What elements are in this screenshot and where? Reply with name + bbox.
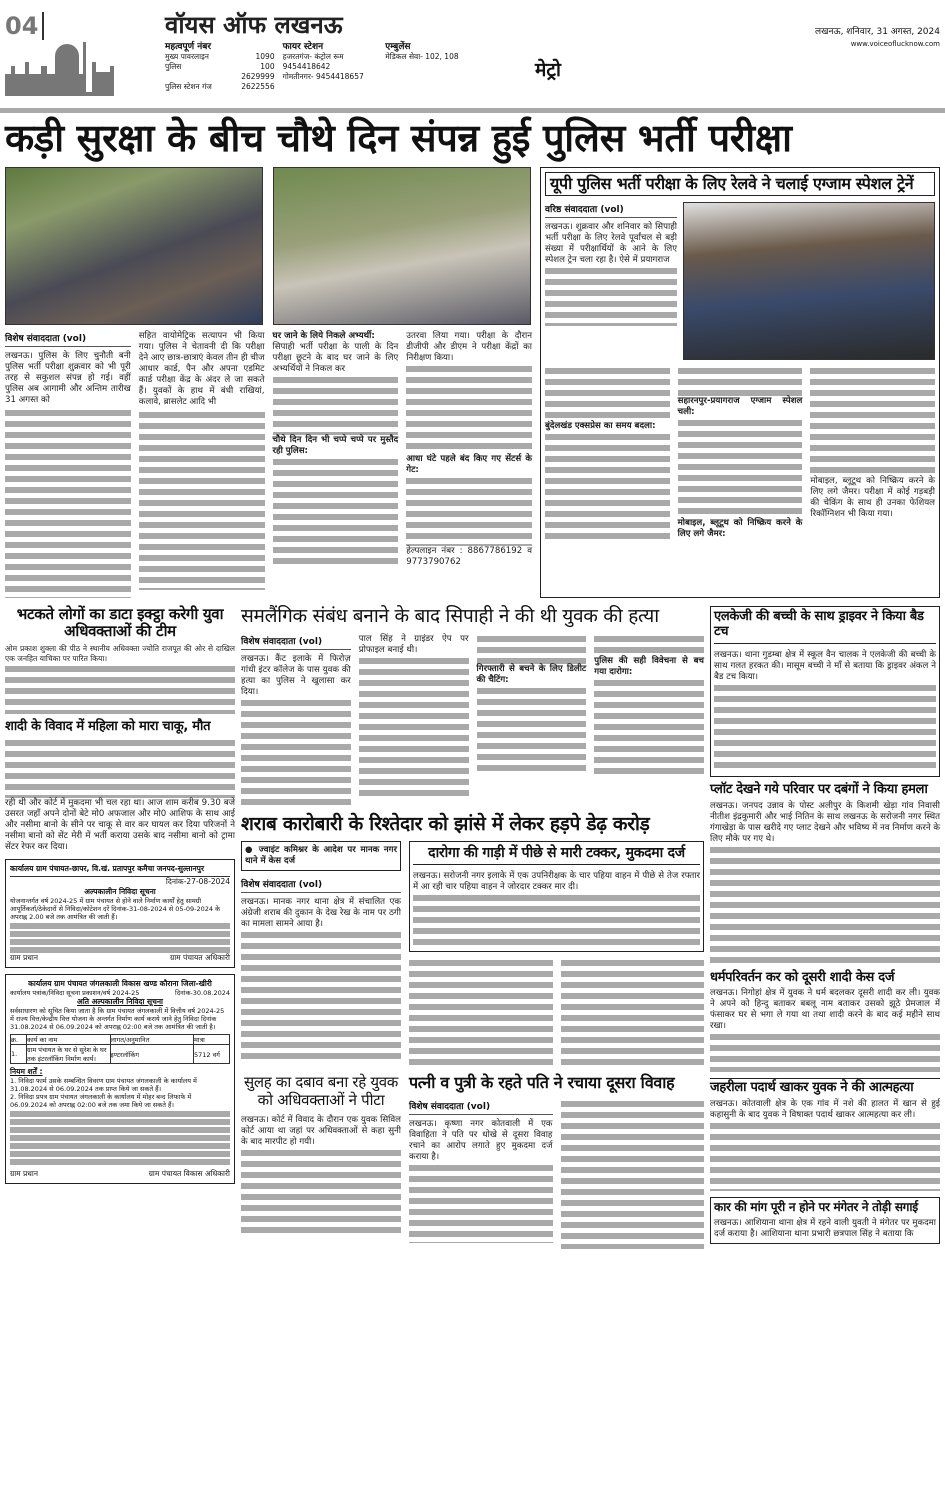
signatory: ग्राम प्रधान	[10, 953, 39, 963]
fire-line: हजरतगंज- कंट्रोल रूम	[282, 52, 344, 62]
plot-headline: प्लॉट देखने गये परिवार पर दबंगों ने किया हमला	[710, 781, 928, 797]
table-header: लागत/अनुमानित	[110, 1035, 194, 1045]
article-text-continued	[594, 678, 704, 778]
article-text: लखनऊ। सरोजनी नगर इलाके में एक उपनिरीक्षक के चार पहिया वाहन में पीछे से तेज रफ्तार में आ रही चार पहिया वाहन ने जोरदार टक्कर मार दी।	[413, 871, 700, 893]
terms-heading: नियम शर्तें :	[10, 1067, 43, 1077]
article-text: लखनऊ। कोतवाली क्षेत्र के एक गांव में नशे की हालत में खान से हुई कहासुनी के बाद युवक ने विषाक्त पदार्थ खाकर आत्महत्या कर ली।	[710, 1099, 940, 1121]
exam-crowd-photo	[5, 167, 263, 325]
plot-article	[710, 783, 940, 965]
article-text-continued	[594, 634, 704, 656]
patni-article	[409, 1074, 704, 1248]
subhead: आधा घंटे पहले बंद किए गए सेंटर्स के गेट:	[406, 453, 532, 475]
sharab-headline: शराब कारोबारी के रिश्तेदार को झांसे में लेकर हड़पे डेढ़ करोड़	[241, 812, 650, 835]
article-text: मोबाइल, ब्लूटूथ को निष्क्रिय करने के लिए लगे जैमर। परीक्षा में कोई गड़बड़ी की चेकिंग के साथ ही उनका फेशियल रिकॉग्निशन भी किया गया।	[810, 476, 936, 520]
notice-ref: कार्यालय पत्रांक/निविदा सूचना प्रकाशन/वर्ष 2024-25	[10, 989, 140, 998]
divider	[42, 12, 44, 40]
article-text: लखनऊ। मानक नगर थाना क्षेत्र में संचालित एक अंग्रेजी शराब की दुकान के देख रेख के नाम पर ठगी का मामला सामने आया है।	[241, 897, 401, 930]
knife-article	[5, 720, 235, 853]
table-header: मात्रा	[194, 1035, 230, 1045]
subhead: सहारनपुर-प्रयागराज एग्जाम स्पेशल चली:	[677, 396, 803, 418]
notice-title: कार्यालय ग्राम पंचायत-छापर, वि.खं. प्रतापपुर कमैचा जनपद-सुल्तानपुर	[10, 864, 230, 877]
fire-line: गोमतीनगर- 9454418657	[282, 72, 364, 82]
article-text-continued	[678, 418, 803, 518]
tender-notice-2	[5, 974, 235, 1184]
subhead: चौथे दिन दिन भी चप्पे चप्पे पर मुस्तैद रही पुलिस:	[272, 434, 399, 456]
helpline: हेल्पलाइन नंबर : 8867786192 व 9773790762	[406, 545, 532, 567]
article-text-continued	[273, 457, 399, 567]
table-cell: इण्टरलॉकिंग	[110, 1045, 194, 1064]
article-text-continued	[545, 266, 677, 326]
article-text: लखनऊ। कैंट इलाके में फिरोज़ गांधी इंटर कॉलेज के पास युवक की हत्या का पुलिस ने खुलासा कर दिया।	[241, 653, 351, 697]
article-text: पाल सिंह ने ग्राइंडर ऐप पर प्रोफाइल बनाई थी।	[358, 633, 469, 655]
car-article	[710, 1197, 940, 1244]
dharm-headline: धर्मपरिवर्तन कर को दूसरी शादी केस दर्ज	[710, 969, 895, 985]
ambulance-heading: एम्बुलेंस	[385, 42, 411, 53]
sharab-article	[241, 841, 401, 1060]
tender-notice-1	[5, 859, 235, 968]
car-headline: कार की मांग पूरी न होने पर मंगेतर ने तोड़ी सगाई	[714, 1200, 918, 1215]
article-text-continued	[561, 1099, 705, 1249]
lead-headline: कड़ी सुरक्षा के बीच चौथे दिन संपन्न हुई पुलिस भर्ती परीक्षा	[5, 116, 792, 160]
byline: विशेष संवाददाता (vol)	[241, 877, 401, 893]
article-text-continued	[241, 698, 351, 808]
sulah-headline: सुलह का दबाव बना रहे युवक को अधिवक्ताओं ने पीटा	[243, 1073, 398, 1109]
skyline-logo	[5, 40, 115, 96]
byline: विशेष संवाददाता (vol)	[5, 331, 131, 347]
article-text: लखनऊ। शुक्रवार और शनिवार को सिपाही भर्ती परीक्षा के लिए रेलवे पूर्वांचल से बड़ी संख्या में परीक्षार्थियों के आने के लिए स्पेशल ट्रेन चला रहा है। ऐसे में प्रयागराज	[545, 222, 677, 266]
article-text-continued	[241, 1148, 401, 1238]
subhead: घर जाने के लिये निकले अभ्यर्थी:	[272, 330, 375, 341]
page-number: 04	[5, 12, 39, 40]
notice-subtitle: अल्पकालीन निविदा सूचना	[84, 887, 156, 897]
article-text-continued	[710, 845, 940, 965]
byline: विशेष संवाददाता (vol)	[241, 634, 351, 650]
article-text: लखनऊ। आशियाना थाना क्षेत्र में रहने वाली युवती ने मंगेतर पर मुकदमा दर्ज कराया है। आशियाना थाना प्रभारी छत्रपाल सिंह ने बताया कि	[714, 1218, 936, 1240]
article-text-continued	[714, 683, 936, 773]
signatory: ग्राम पंचायत अधिकारी	[169, 953, 230, 963]
subhead: गिरफ्तारी से बचने के लिए डिलीट की चैटिंग:	[476, 663, 587, 685]
signatory: ग्राम प्रधान	[10, 1169, 39, 1179]
masthead	[5, 0, 940, 108]
notice-text-continued	[10, 921, 230, 953]
section-name: मेट्रो	[535, 59, 561, 81]
notice-body: योजनान्तर्गत वर्ष 2024-25 में ग्राम पंचायत से होने वाले निर्माण कार्यों हेतु सामग्री आपूर्तिकर्ता/ठेकेदारों से निविदा/कोटेशन दरें दिनांक-31-08-2024 से 05-09-2024 के अपराह्न 2.00 बजे तक आमंत्रित की जाती हैं।	[10, 897, 221, 922]
fire-station	[283, 42, 378, 92]
lead-article	[5, 331, 532, 598]
station-crowd-photo	[683, 202, 935, 360]
fire-heading: फायर स्टेशन	[282, 42, 324, 53]
knife-headline: शादी के विवाद में महिला को मारा चाकू, मौत	[5, 719, 211, 735]
notice-title: कार्यालय ग्राम पंचायत जंगलकाली विकास खण्ड कौराना जिला-खीरी	[28, 979, 212, 989]
article-text: रही थी और कोर्ट में मुकदमा भी चल रहा था। आज शाम करीब 9.30 बजे उसरत जहाँ अपने दोनों बेटे मो0 अफजाल और मो0 आशिफ के साथ आई और नसीमा बानो के सीने पर चाकू से वार कर घायल कर दिया परिजनों ने नसीमा बानो को सेंट मेरी में भर्ती कराया उसके बाद नसीमा बानो को ट्रामा सेंटर रेफर कर दिया।	[5, 798, 235, 853]
article-text: लखनऊ। कोर्ट में विवाद के दौरान एक युवक सिविल कोर्ट आया था जहां पर अधिवक्ताओं से कहा सुनी के बाद मारपीट हो गयी।	[241, 1114, 401, 1147]
masthead-title: वॉयस ऑफ लखनऊ	[165, 11, 343, 39]
article-text-continued	[5, 664, 235, 714]
term: 1. निविदा फार्म उसके सम्बन्धित विवरण ग्राम पंचायत जंगलकाली के कार्यालय में 31.08.2024 से 06.09.2024 तक प्राप्त किये जा सकते हैं।	[10, 1077, 197, 1094]
notice-table	[10, 1034, 230, 1064]
bullet-text: ज्वाइंट कमिश्नर के आदेश पर मानक नगर थाने में केस दर्ज	[245, 845, 397, 867]
term: 2. निविदा प्रपत्र ग्राम पंचायत जंगलकाली के कार्यालय में मोहर बन्द लिफाफे में 06.09.2024 को अपराह्न 02:00 बजे तक जमा किये जा सकते हैं।	[10, 1093, 192, 1110]
article-text: ओम प्रकाश शुक्ला की पीठ ने स्थानीय अधिवक्ता ज्योति राजपूत की ओर से दाखिल एक जनहित याचिका पर पारित किया।	[5, 644, 235, 664]
officials-photo	[273, 167, 531, 325]
number-label: मुख्य पावरलाइन	[165, 52, 209, 62]
wandering-article	[5, 606, 235, 715]
samlaingik-headline: समलैंगिक संबंध बनाने के बाद सिपाही ने की थी युवक की हत्या	[241, 604, 659, 627]
sulah-article	[241, 1074, 401, 1238]
header-rule	[0, 108, 945, 113]
article-text: लखनऊ। कृष्णा नगर कोतवाली में एक विवाहिता ने पति पर धोखे से दूसरा विवाह रचाने का आरोप लगाते हुए मुकदमा दर्ज कराया है।	[409, 1118, 553, 1162]
article-text-continued	[561, 958, 705, 1068]
byline: विशेष संवाददाता (vol)	[409, 1099, 553, 1115]
article-text-continued	[810, 366, 935, 476]
article-text-continued	[409, 958, 553, 1068]
article-text-continued	[545, 432, 670, 542]
table-cell: ग्राम पंचायत के घर से सुरेश के घर तक इंटरलॉकिंग निर्माण कार्य।	[27, 1045, 111, 1064]
table-cell: 1.	[11, 1045, 27, 1064]
article-text-continued	[273, 375, 399, 435]
article-text-continued	[545, 366, 670, 421]
subhead: मोबाइल, ब्लूटूथ को निष्क्रिय करने के लिए लगे जैमर:	[677, 518, 803, 540]
article-text: लखनऊ। थाना गुडम्बा क्षेत्र में स्कूल वैन चालक ने एलकेजी की बच्ची के साथ गलत हरकत की। मासूम बच्ची ने माँ से बताया कि ड्राइवर अंकल ने बैड टच किया।	[714, 649, 936, 682]
notice-body: सर्वसाधारण को सूचित किया जाता है कि ग्राम पंचायत जंगलकाली में वित्तीय वर्ष 2024-25 में राज्य वित्त/केन्द्रीय वित्त योजना के अन्तर्गत निर्माण कार्य कराये जाने हेतु निविदा दिनांक 31.08.2024 से 06.09.2024 को अपराह्न 02:00 बजे तक आमंत्रित की जाती है।	[10, 1007, 225, 1032]
website: www.voiceoflucknow.com	[850, 40, 940, 48]
article-text-continued	[710, 1032, 940, 1072]
table-header: कार्य का नाम	[27, 1035, 111, 1045]
notice-date: दिनांक-27-08-2024	[165, 877, 230, 887]
article-text-continued	[409, 1163, 553, 1243]
article-text-continued	[5, 738, 235, 798]
number-value: 2622556	[241, 82, 275, 92]
article-text: सहित वायोमेट्रिक सत्यापन भी किया गया। पुलिस ने चेतावनी दी कि परीक्षा देने आए छात्र-छात्राएं केवल तीन ही चीज आधार कार्ड, पैन और अपना एडमिट कार्ड परीक्षा केंद्र के अंदर ले जा सकते हैं। युवकों के हाथ में बंधी राखियां, कलावे, ब्रासलेट आदि भी	[138, 330, 265, 407]
date-line: लखनऊ, शनिवार, 31 अगस्त, 2024	[815, 27, 940, 37]
ambulance-line: मेडिकल सेवा- 102, 108	[385, 52, 459, 62]
important-numbers	[165, 42, 275, 92]
article-text-continued	[241, 930, 401, 1060]
zahar-article	[710, 1078, 940, 1191]
article-text-continued	[5, 408, 131, 598]
article-text: उतरवा लिया गया। परीक्षा के दौरान डीजीपी और डीएम ने परीक्षा केंद्रों का निरीक्षण किया।	[406, 330, 532, 363]
number-label: पुलिस	[165, 62, 182, 72]
byline: वरिष्ठ संवाददाता (vol)	[545, 202, 677, 218]
article-text-continued	[413, 893, 700, 948]
article-text-continued	[678, 366, 803, 396]
article-text: लखनऊ। जनपद उन्नाव के पोस्ट अलीपुर के किशमी खेड़ा गांव निवासी नीतीश इंद्रकुमारी और भाई नितिन के साथ लखनऊ के सरोजनी नगर स्थित गंगाखेड़ा के पास खरीदे गए प्लाट देखने और भविष्य में नव निर्माण करने के लिए मौके पर गए थे।	[710, 800, 940, 844]
dharm-article	[710, 971, 940, 1073]
article-text-continued	[139, 410, 265, 590]
article-text: लखनऊ। निगोहां क्षेत्र में युवक ने धर्म बदलकर दूसरी शादी कर ली। युवक ने अपने को हिन्दु बताकर बबलू नाम बताकर उसको झूठे प्रेमजाल में फंसाकर घर से भगा ले गया था तथा शादी करने के बाद कई महीने साथ रखा।	[710, 988, 940, 1032]
subhead: पुलिस की सही विवेचना से बच गया दारोगा:	[594, 655, 704, 677]
samlaingik-article	[241, 606, 704, 808]
subhead: बुंदेलखंड एक्सप्रेस का समय बदला:	[545, 421, 656, 432]
rail-headline: यूपी पुलिस भर्ती परीक्षा के लिए रेलवे ने चलाई एग्जाम स्पेशल ट्रेनें	[545, 172, 935, 196]
daroga-article	[409, 841, 704, 952]
lkg-article	[710, 606, 940, 777]
highlight-bullet: ● ज्वाइंट कमिश्नर के आदेश पर मानक नगर थाने में केस दर्ज	[241, 841, 401, 871]
notice-subtitle: अति अल्पकालीन निविदा सूचना	[77, 997, 163, 1007]
number-label: पुलिस स्टेशन गंज	[165, 82, 212, 92]
lkg-headline: एलकेजी की बच्ची के साथ ड्राइवर ने किया बैड टच	[714, 610, 936, 644]
article-text-continued	[477, 634, 587, 664]
zahar-headline: जहरीला पदार्थ खाकर युवक ने की आत्महत्या	[710, 1080, 914, 1096]
number-value: 100	[260, 62, 275, 72]
article-text: लखनऊ। पुलिस के लिए चुनौती बनी पुलिस भर्ती परीक्षा शुक्रवार को भी पूरी तरह से सकुशल संपन्न हो गई। वहीं पुलिस अब आगामी और अन्तिम तारीख 31 अगस्त को	[5, 350, 131, 405]
numbers-heading: महत्वपूर्ण नंबर	[165, 42, 212, 53]
number-value: 1090	[255, 52, 275, 62]
notice-text-continued	[10, 1109, 230, 1165]
number-value: 2629999	[241, 72, 275, 82]
wandering-headline: भटकते लोगों का डाटा इक्ट्ठा करेगी युवा अधिवक्ताओं की टीम	[16, 604, 224, 640]
table-cell: 5712 वर्ग	[194, 1045, 230, 1064]
article-text-continued	[710, 1121, 940, 1191]
article-text: सिपाही भर्ती परीक्षा के पाली के दिन परीक्षा छूटने के बाद घर जाने के लिए अभ्यर्थियों ने निकल कर	[272, 341, 399, 374]
daroga-headline: दारोगा की गाड़ी में पीछे से मारी टक्कर, मुकदमा दर्ज	[413, 845, 700, 865]
article-text-continued	[406, 476, 532, 546]
notice-date: दिनांक-30.08.2024	[175, 989, 230, 998]
ambulance	[385, 42, 465, 92]
article-text-continued	[359, 656, 469, 796]
table-header: क्र.	[11, 1035, 27, 1045]
fire-line: 9454418642	[282, 62, 331, 72]
article-text-continued	[406, 364, 532, 454]
article-text-continued	[477, 686, 587, 776]
daroga-continued	[409, 958, 704, 1068]
signatory: ग्राम पंचायत विकास अधिकारी	[148, 1169, 230, 1179]
rail-article	[540, 167, 940, 598]
patni-headline: पत्नी व पुत्री के रहते पति ने रचाया दूसरा विवाह	[409, 1073, 675, 1093]
